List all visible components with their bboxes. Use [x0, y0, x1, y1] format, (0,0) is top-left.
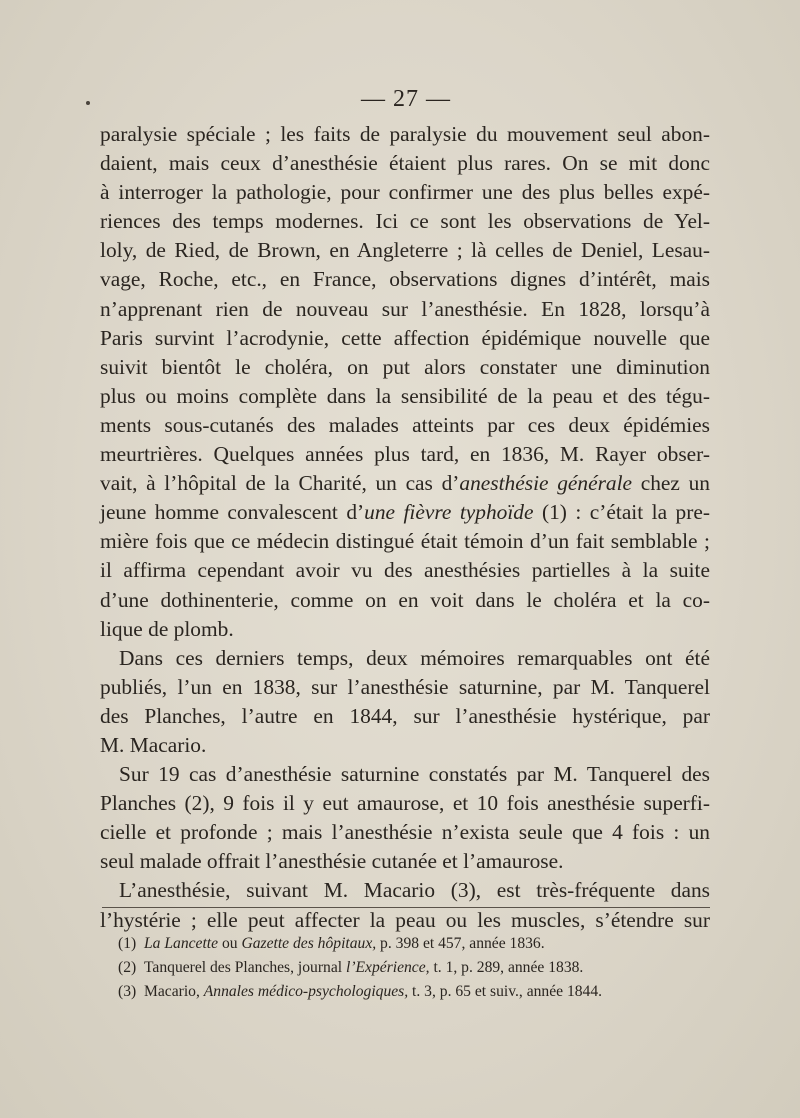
text-line-13-start: vait, à l’hôpital de la Charité, un cas d’: [100, 471, 460, 496]
footnote-2-italic: l’Expérience,: [346, 959, 430, 976]
footnote-1: [118, 932, 718, 956]
text-line-20: publiés, l’un en 1838, sur l’anesthésie saturnine, par M. Tanquerel: [100, 674, 710, 699]
footnote-3: [118, 980, 718, 1004]
text-line-6: vage, Roche, etc., en France, observations dignes d’intérêt, mais: [100, 267, 710, 292]
footnote-2-text: Tanquerel des Planches, journal: [144, 959, 346, 976]
text-line-13-end: chez un: [632, 471, 711, 496]
footnotes: [118, 932, 718, 1004]
footnote-3-italic: Annales médico-psychologiques,: [203, 983, 409, 1000]
text-line-7: n’apprenant rien de nouveau sur l’anesthésie. En 1828, lorsqu’à: [100, 296, 710, 321]
text-line-26: seul malade offrait l’anesthésie cutanée et l’amaurose.: [100, 849, 564, 874]
footnote-3-text: Macario,: [144, 983, 204, 1000]
text-line-1: paralysie spéciale ; les faits de paralysie du mouvement seul abon-: [100, 122, 710, 146]
text-line-12: meurtrières. Quelques années plus tard, en 1836, M. Rayer obser-: [100, 442, 710, 467]
footnote-1-number: (1): [118, 935, 137, 952]
footnote-divider: [102, 907, 710, 908]
footnote-1-italic: La Lancette: [144, 935, 219, 952]
footnote-2-rest: t. 1, p. 289, année 1838.: [429, 959, 584, 976]
footnote-3-number: (3): [118, 983, 137, 1000]
text-line-28: l’hystérie ; elle peut affecter la peau ou les muscles, s’étendre sur: [100, 907, 710, 932]
page-number: — 27 —: [361, 86, 451, 112]
text-line-23: Sur 19 cas d’anesthésie saturnine constatés par M. Tanquerel des: [119, 762, 710, 787]
text-line-19: Dans ces derniers temps, deux mémoires remarquables ont été: [119, 645, 710, 670]
footnote-1-italic-2: Gazette des hôpitaux,: [241, 935, 377, 952]
text-line-25: cielle et profonde ; mais l’anesthésie n’exista seule que 4 fois : un: [100, 820, 710, 845]
text-line-24: Planches (2), 9 fois il y eut amaurose, et 10 fois anesthésie superfi-: [100, 791, 710, 816]
text-line-13: [100, 469, 710, 498]
text-line-3: à interroger la pathologie, pour confirmer une des plus belles expé-: [100, 180, 710, 205]
text-line-2: daient, mais ceux d’anesthésie étaient plus rares. On se mit donc: [100, 151, 710, 176]
text-line-14-end: (1) : c’était la pre-: [533, 500, 710, 525]
text-line-9: suivit bientôt le choléra, on put alors constater une diminution: [100, 354, 710, 379]
text-line-18: lique de plomb.: [100, 616, 234, 641]
text-line-10: plus ou moins complète dans la sensibilité de la peau et des tégu-: [100, 383, 710, 408]
text-line-22: M. Macario.: [100, 732, 207, 757]
footnote-3-rest: t. 3, p. 65 et suiv., année 1844.: [408, 983, 603, 1000]
body-text: [100, 120, 710, 935]
text-line-4: riences des temps modernes. Ici ce sont les observations de Yel-: [100, 209, 710, 234]
italic-fievre-typhoide: une fièvre typhoïde: [364, 500, 534, 525]
footnote-2: [118, 956, 718, 980]
text-line-8: Paris survint l’acrodynie, cette affection épidémique nouvelle que: [100, 325, 710, 350]
text-line-17: d’une dothinenterie, comme on en voit dans le choléra et la co-: [100, 587, 710, 612]
text-line-27: L’anesthésie, suivant M. Macario (3), est très-fréquente dans: [119, 878, 710, 903]
text-line-21: des Planches, l’autre en 1844, sur l’anesthésie hystérique, par: [100, 703, 710, 728]
text-line-5: loly, de Ried, de Brown, en Angleterre ; là celles de Deniel, Lesau-: [100, 238, 710, 263]
text-line-14-start: jeune homme convalescent d’: [100, 500, 365, 525]
text-line-15: mière fois que ce médecin distingué était témoin d’un fait semblable ;: [100, 529, 710, 554]
footnote-1-mid: ou: [218, 935, 242, 952]
text-line-11: ments sous-cutanés des malades atteints par ces deux épidémies: [100, 412, 710, 437]
footnote-1-rest: p. 398 et 457, année 1836.: [376, 935, 545, 952]
footnote-2-number: (2): [118, 959, 137, 976]
text-line-16: il affirma cependant avoir vu des anesthésies partielles à la suite: [100, 558, 710, 583]
italic-anesthesie-generale: anesthésie générale: [459, 471, 633, 496]
text-line-14: [100, 498, 710, 527]
